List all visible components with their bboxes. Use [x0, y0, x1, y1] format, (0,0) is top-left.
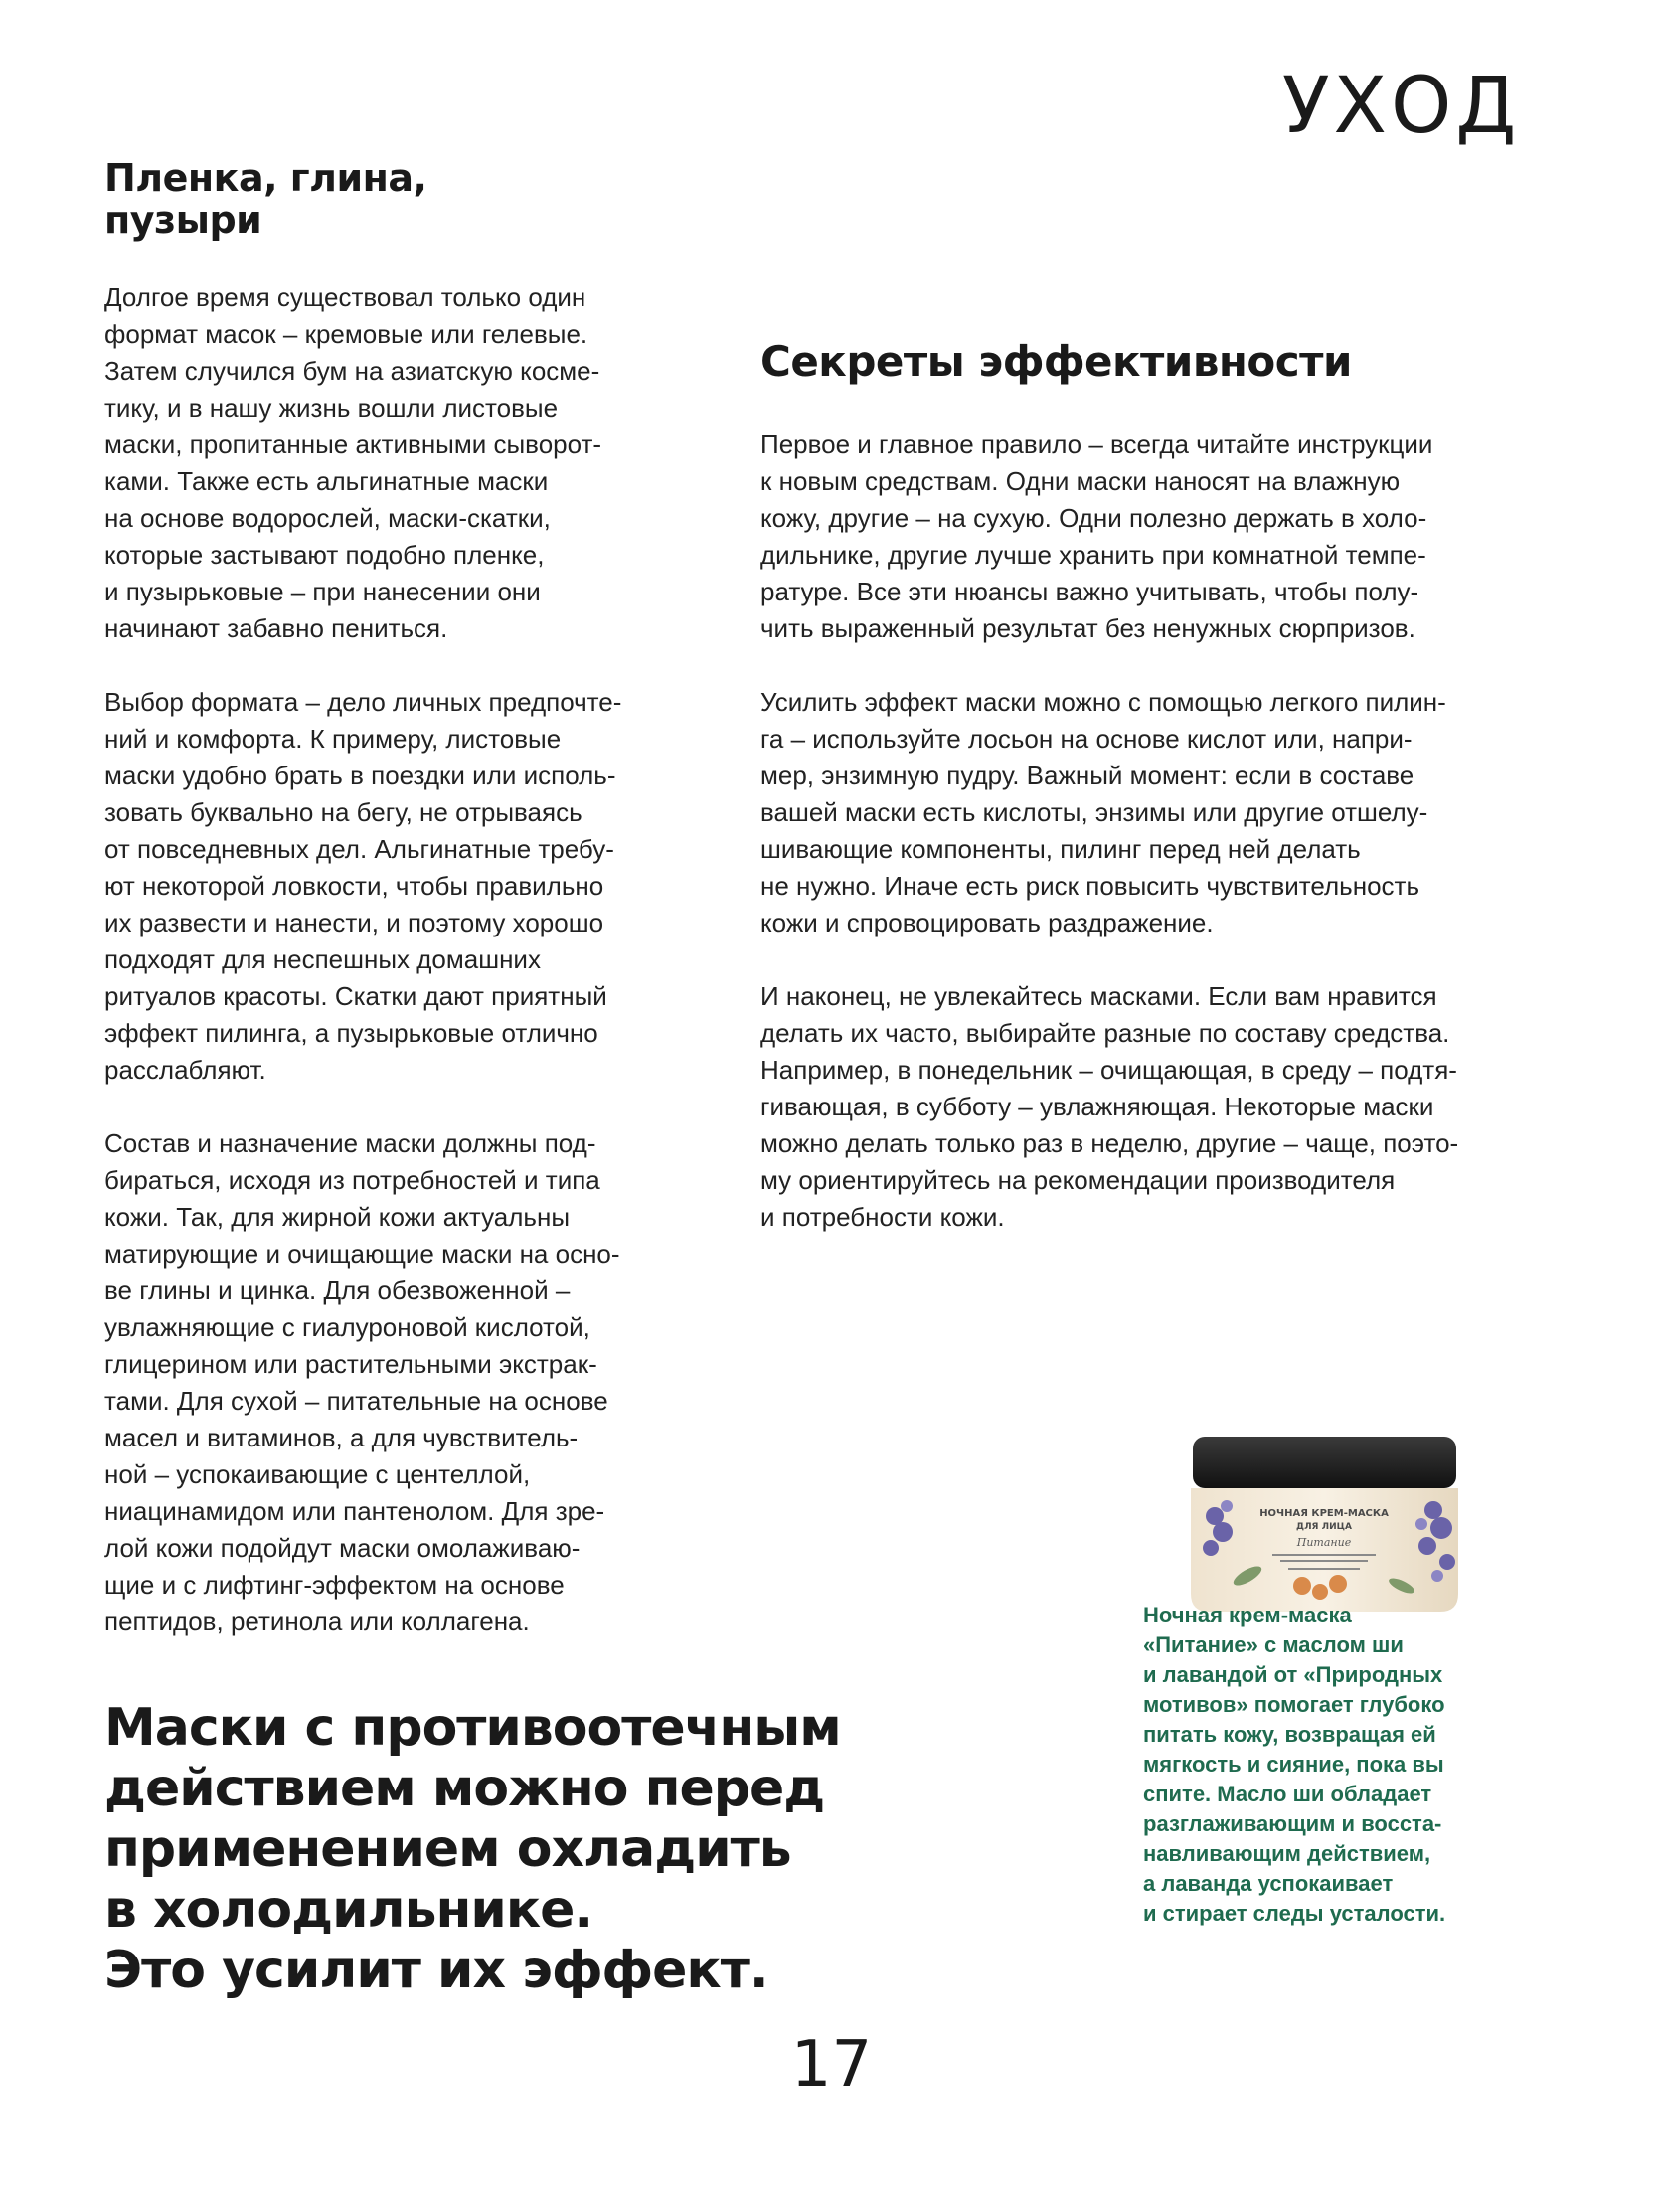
left-heading: Пленка, глина, пузыри [104, 156, 427, 242]
right-paragraph-1: Первое и главное правило – всегда читайте инструкции к новым средствам. Одни маски наносят на влажную кожу, другие – на сухую. Одни полезно держать в холо- дильнике, другие лучше хранить при комнатной темпе- ратуре. Все эти нюансы важно учитывать, чтобы полу- чить выраженный результат без ненужных сюрпризов. [760, 429, 1433, 643]
jar-label-script: Питание [1296, 1536, 1352, 1549]
pull-quote: Маски с противоотечным действием можно перед применением охладить в холодильнике. Это усилит их эффект. [104, 1698, 841, 2000]
jar-label-line2: ДЛЯ ЛИЦА [1296, 1522, 1352, 1532]
right-column [760, 426, 1576, 1273]
left-paragraph-2: Выбор формата – дело личных предпочте- ний и комфорта. К примеру, листовые маски удобно брать в поездки или исполь- зовать буквально на бегу, не отрываясь от повседневных дел. Альгинатные требу- ют некоторой ловкости, чтобы правильно их развести и нанести, и поэтому хорошо подходят для неспешных домашних ритуалов красоты. Скатки дают приятный эффект пилинга, а пузырьковые отлично расслабляют. [104, 687, 622, 1085]
product-caption: Ночная крем-маска «Питание» с маслом ши и лавандой от «Природных мотивов» помогает глубоко питать кожу, возвращая ей мягкость и сияние, пока вы спите. Масло ши обладает разглаживающим и восста- навливающим действием, а лаванда успокаивает и стирает следы усталости. [1143, 1603, 1446, 1926]
left-column [104, 279, 701, 1677]
section-label: УХОД [1282, 62, 1521, 151]
jar-label-line1: НОЧНАЯ КРЕМ-МАСКА [1259, 1508, 1389, 1519]
product-jar-image [1153, 1437, 1496, 1616]
right-heading: Секреты эффективности [760, 337, 1352, 386]
right-paragraph-2: Усилить эффект маски можно с помощью легкого пилин- га – используйте лосьон на основе кислот или, напри- мер, энзимную пудру. Важный момент: если в составе вашей маски есть кислоты, энзимы или другие отшелу- шивающие компоненты, пилинг перед ней делать не нужно. Иначе есть риск повысить чувствительность кожи и спровоцировать раздражение. [760, 687, 1446, 937]
left-paragraph-3: Состав и назначение маски должны под- бираться, исходя из потребностей и типа кожи. Так, для жирной кожи актуальны матирующие и очищающие маски на осно- ве глины и цинка. Для обезвоженной – увлажняющие с гиалуроновой кислотой, глицерином или растительными экстрак- тами. Для сухой – питательные на основе масел и витаминов, а для чувствитель- ной – успокаивающие с центеллой, ниацинамидом или пантенолом. Для зре- лой кожи подойдут маски омолаживаю- щие и с лифтинг-эффектом на основе пептидов, ретинола или коллагена. [104, 1128, 620, 1636]
cream-jar-illustration [1153, 1437, 1496, 1616]
page-number: 17 [790, 2028, 873, 2102]
left-paragraph-1: Долгое время существовал только один формат масок – кремовые или гелевые. Затем случился бум на азиатскую косме- тику, и в нашу жизнь вошли листовые маски, пропитанные активными сыворот- ками. Также есть альгинатные маски на основе водорослей, маски-скатки, которые застывают подобно пленке, и пузырьковые – при нанесении они начинают забавно пениться. [104, 282, 602, 643]
right-paragraph-3: И наконец, не увлекайтесь масками. Если вам нравится делать их часто, выбирайте разные по составу средства. Например, в понедельник – очищающая, в среду – подтя- гивающая, в субботу – увлажняющая. Некоторые маски можно делать только раз в неделю, другие – чаще, поэто- му ориентируйтесь на рекомендации производителя и потребности кожи. [760, 981, 1459, 1232]
